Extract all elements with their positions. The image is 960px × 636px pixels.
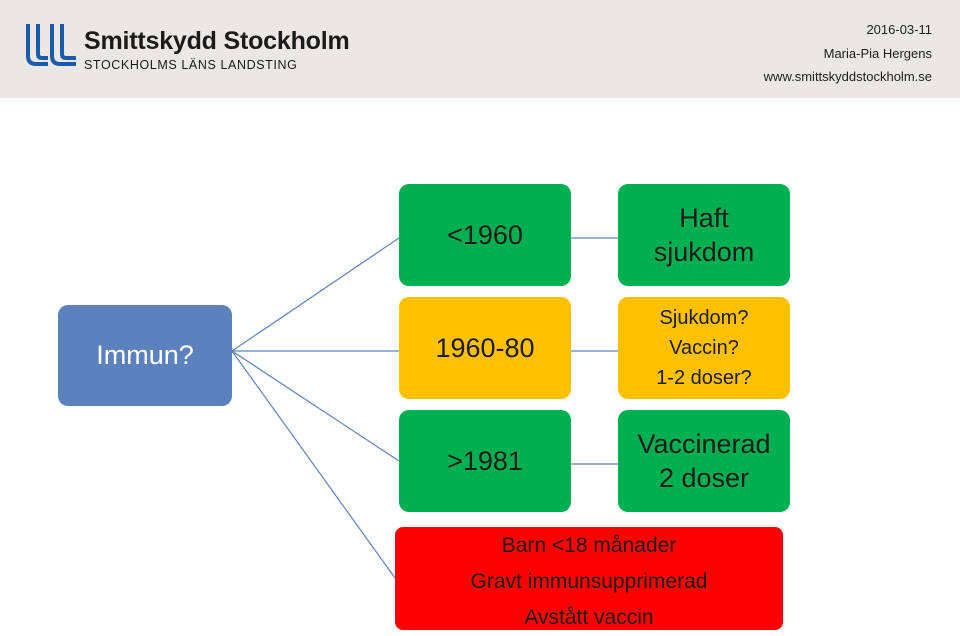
outcome-line: sjukdom bbox=[653, 237, 755, 267]
root-node-label: Immun? bbox=[96, 340, 194, 370]
connector-root-period-1 bbox=[232, 238, 399, 351]
outcome-line: Sjukdom? bbox=[659, 307, 749, 329]
exception-line: Barn <18 månader bbox=[501, 534, 677, 557]
outcome-node-haft-sjukdom bbox=[618, 184, 790, 286]
slide-date: 2016-03-11 bbox=[866, 22, 932, 37]
period-node-before-1960 bbox=[399, 184, 571, 286]
period-label: 1960-80 bbox=[435, 332, 535, 363]
period-label: <1960 bbox=[447, 219, 523, 250]
slide-author: Maria-Pia Hergens bbox=[823, 46, 932, 61]
period-node-after-1981 bbox=[399, 410, 571, 512]
connector-root-exceptions bbox=[232, 351, 395, 578]
outcome-line: Vaccinerad bbox=[637, 429, 771, 459]
outcome-line: 2 doser bbox=[658, 463, 750, 493]
exception-line: Avstått vaccin bbox=[524, 606, 654, 629]
outcome-line: 1-2 doser? bbox=[656, 367, 752, 389]
period-label: >1981 bbox=[447, 445, 523, 476]
outcome-node-vaccinerad bbox=[618, 410, 790, 512]
exceptions-node bbox=[395, 527, 783, 630]
root-node-immun bbox=[58, 305, 232, 406]
period-node-1960-80 bbox=[399, 297, 571, 399]
outcome-line: Vaccin? bbox=[669, 337, 739, 359]
slide-url: www.smittskyddstockholm.se bbox=[763, 69, 932, 84]
exception-line: Gravt immunsupprimerad bbox=[470, 570, 708, 593]
outcome-line: Haft bbox=[679, 203, 729, 233]
outcome-node-uncertain bbox=[618, 297, 790, 399]
logo-title: Smittskydd Stockholm bbox=[84, 27, 350, 55]
logo-subtitle: STOCKHOLMS LÄNS LANDSTING bbox=[84, 58, 298, 72]
connector-root-period-3 bbox=[232, 351, 399, 461]
